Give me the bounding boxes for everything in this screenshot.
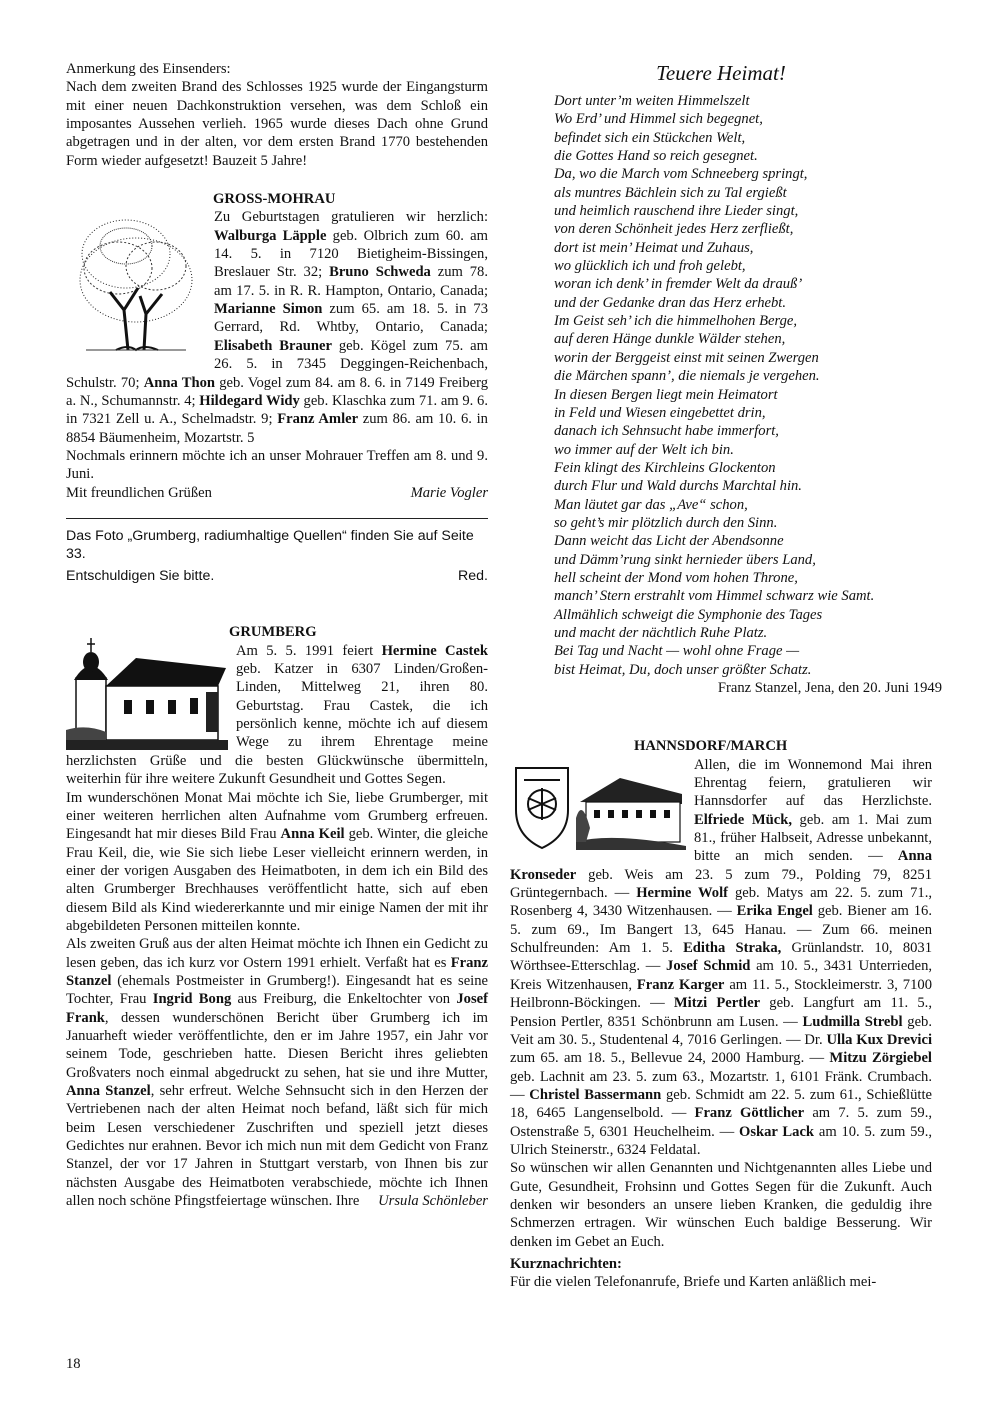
poem-line: Im Geist seh’ ich die himmelhohen Berge, — [554, 313, 798, 330]
poem-signature: Franz Stanzel, Jena, den 20. Juni 1949 — [717, 680, 942, 696]
left-column — [66, 60, 488, 1210]
poem-line: Wo Erd’ und Himmel sich begegnet, — [554, 111, 763, 128]
hannsdorf-subheading: Kurznachrichten: — [510, 1255, 622, 1272]
poem-line: und Dämm’rung sinkt hernieder übers Land, — [554, 551, 816, 568]
photo-notice — [66, 527, 488, 586]
poem-line: Da, wo die March vom Schneeberg springt, — [554, 166, 808, 183]
poem-section — [510, 60, 942, 697]
section-divider — [66, 518, 488, 519]
poem-line: in Feld und Wiesen eingebettet drin, — [554, 404, 766, 421]
hannsdorf-illustration — [510, 758, 686, 854]
gross-mohrau-signature: Marie Vogler — [410, 484, 488, 501]
grumberg-section — [66, 623, 488, 1210]
poem-line: von deren Schönheit jedes Herz zerfließt, — [554, 221, 794, 238]
gross-mohrau-text: Zu Geburtstagen gratulieren wir herzlich: Walburga Läpple geb. Olbrich zum 60. am 14. 5. in 7120 Bietigheim-Bissingen, Breslauer Str. 32; Bruno Schweda zum 78. am 17. 5. in R. R. Hampton, Ontario, Canada; Marianne Simon zum 65. am 18. 5. in 73 Gerrard, Rd. Whtby, Ontario, Canada; Elisabeth Brauner geb. Kögel zum 75. am 26. 5. in 7345 Deggingen-Reichenbach, Schulstr. 70; Anna Thon geb. Vogel zum 84. am 8. 6. in 7149 Freiberg a. N., Schumannstr. 4; Hildegard Widy geb. Klaschka zum 71. am 9. 6. in 7321 Zell u. A., Schelmadstr. 9; Franz Amler zum 86. am 10. 6. in 8854 Bäumenheim, Mozartstr. 5 — [66, 209, 489, 446]
photo-notice-sign: Red. — [458, 567, 488, 584]
poem-line: als muntres Bächlein sich zu Tal ergießt — [554, 184, 787, 201]
poem-line: Dann weicht das Licht der Abendsonne — [554, 533, 784, 550]
grumberg-p2: Im wunderschönen Monat Mai möchte ich Sie, liebe Grumberger, mit einer weiteren herrlichen alten Aufnahme vom Grumberg erfreuen. Eingesandt hat mir dieses Bild Frau Anna Keil geb. Winter, die gleiche Frau Keil, die, wie Sie sich liebe Leser vielleicht erinnern werden, in einer der vorigen Ausgaben des Heimatboten, in dem ich ein Bild des alten Grumberger Brechhauses veröffentlicht hatte, sich auf eben diesem Bild als Kind wiedererkannte und mir einige Namen der mit ihr abgebildeten Personen mitteilen konnte. — [66, 789, 489, 934]
right-column — [510, 60, 942, 1292]
poem-line: bist Heimat, Du, doch unser größter Schatz. — [554, 661, 812, 678]
note-title: Anmerkung des Einsenders: — [66, 61, 231, 77]
photo-notice-text: Das Foto „Grumberg, radiumhaltige Quellen“ finden Sie auf Seite 33. — [66, 527, 474, 563]
poem-lines — [510, 92, 932, 679]
poem-title: Teuere Heimat! — [656, 61, 786, 85]
gross-mohrau-sign-row — [66, 484, 488, 502]
poem-line: so geht’s mir plötzlich durch den Sinn. — [554, 514, 778, 531]
hannsdorf-heading: HANNSDORF/MARCH — [634, 738, 788, 755]
hannsdorf-p1: Allen, die im Wonnemond Mai ihren Ehrentag feiern, gratulieren wir Hannsdorfer auf das Herzlichste. Elfriede Mück, geb. am 1. Mai zum 81., früher Halbseit, Adresse unbekannt, bitte an mich senden. — Anna Kronseder geb. Weis am 23. 5 zum 79., Polding 79, 8251 Grüntegernbach. — Hermine Wolf geb. Matys am 22. 5. zum 71., Rosenberg 4, 3430 Witzenhausen. — Erika Engel geb. Biener am 16. 5. zum 69., Im Bangert 13, 645 Hanau. — Zum 66. meinen Schulfreunden: Am 1. 5. Editha Straka, Grünlandstr. 10, 8031 Wörthsee-Etterschlag. — Josef Schmid am 10. 5., 3431 Unterrieden, Kreis Witzenhausen, Franz Karger am 11. 5., Stockleimerstr. 3, 7100 Heilbronn-Böckingen. — Mitzi Pertler geb. Langfurt am 11. 5., Pension Pertler, 8351 Schönbrunn am Lusen. — Ludmilla Strebl geb. Veit am 30. 5., Studentenal 4, 7016 Gerlingen. — Dr. Ulla Kux Drevici zum 65. am 18. 5., Bellevue 24, 2000 Hamburg. — Mitzu Zörgiebel geb. Lachnit am 23. 5. zum 63., Mozartstr. 1, 6101 Fränk. Crumbach. — Christel Bassermann geb. Schmidt am 22. 5. zum 61., Schießlütte 18, 6465 Langenselbold. — Franz Göttlicher am 7. 5. zum 59., Ostenstraße 5, 6301 Heuchelheim. — Oskar Lack am 10. 5. zum 59., Ulrich Steinerstr., 6324 Feldatal. — [510, 756, 933, 1158]
poem-line: hell scheint der Mond vom hohen Throne, — [554, 569, 798, 586]
poem-line: dort ist mein’ Heimat und Zuhaus, — [554, 239, 754, 256]
hannsdorf-p3: Für die vielen Telefonanrufe, Briefe und Karten anläßlich mei- — [510, 1274, 877, 1291]
photo-notice-apology: Entschuldigen Sie bitte. — [66, 567, 215, 584]
poem-line: und der Gedanke dran das Herz erhebt. — [554, 294, 786, 311]
poem-line: durch Flur und Wald durchs Marchtal hin. — [554, 478, 802, 495]
poem-line: befindet sich ein Stückchen Welt, — [554, 129, 746, 146]
grumberg-p3: Als zweiten Gruß aus der alten Heimat möchte ich Ihnen ein Gedicht zu lesen geben, das ich kurz vor Ostern 1991 erhielt. Verfaßt hat es Franz Stanzel (ehemals Postmeister in Grumberg!). Eingesandt hat es seine Tochter, Frau Ingrid Bong aus Freiburg, die Enkeltochter von Josef Frank, dessen wunderschönen Bericht über Grumberg ich im Januarheft wieder veröffentlichte, den er im Jahre 1957, ein Jahr vor seinem Tode, geschrieben hatte. Diesen Bericht ihres geliebten Großvaters noch einmal abgedruckt zu sehen, hat sie und ihre Mutter, Anna Stanzel, sehr erfreut. Welche Sehnsucht sich in den Herzen der Vertriebenen nach der alten Heimat noch befand, läßt sich für mich beim Lesen verschiedener Zuschriften und speziell jetzt dieses Gedichtes nur erahnen. Bevor ich mich nun mit dem Gedicht von Franz Stanzel, der vor 17 Jahren in Stuttgart verstarb, von Ihnen bis zur nächsten Ausgabe des Heimatboten verabschiede, möchte ich Ihnen allen noch schöne Pfingstfeiertage wünschen. Ihre — [66, 936, 488, 1210]
poem-line: manch’ Stern erstrahlt vom Himmel schwarz wie Samt. — [554, 588, 875, 605]
grumberg-p1: Am 5. 5. 1991 feiert Hermine Castek geb. Katzer in 6307 Linden/Großen-Linden, Mittelweg 21, ihren 80. Geburtstag. Frau Castek, die ich persönlich kenne, möchte ich auf diesem Wege zu ihrem Ehrentage meine herzlichsten Grüße und die besten Glückwünsche übermitteln, weiterhin für ihre weitere Zukunft Gesundheit und Gottes Segen. — [66, 642, 489, 788]
poem-line: Fein klingt des Kirchleins Glockenton — [554, 459, 776, 476]
poem-line: Man läutet gar das „Ave“ schon, — [554, 496, 748, 513]
poem-line: Bei Tag und Nacht — wohl ohne Frage — — [554, 643, 800, 660]
photo-notice-sign-row — [66, 567, 488, 586]
poem-line: und heimlich rauschend ihre Lieder singt, — [554, 203, 799, 220]
poem-line: woran ich denk’ in fremder Welt da drauß’ — [554, 276, 803, 293]
gross-mohrau-closing: Nochmals erinnern möchte ich an unser Mohrauer Treffen am 8. und 9. Juni. — [66, 447, 488, 483]
gross-mohrau-heading: GROSS-MOHRAU — [213, 191, 336, 208]
poem-line: wo immer auf der Welt ich bin. — [554, 441, 734, 458]
tree-illustration — [66, 210, 206, 356]
poem-line: die Gottes Hand so reich gesegnet. — [554, 148, 758, 165]
poem-line: und macht der nächtlich Ruhe Platz. — [554, 624, 768, 641]
poem-line: die Märchen spann’, die niemals je vergehen. — [554, 368, 820, 385]
poem-line: In diesen Bergen liegt mein Heimatort — [554, 386, 778, 403]
poem-line: worin der Berggeist einst mit seinen Zwergen — [554, 349, 819, 366]
poem-line: Allmählich schweigt die Symphonie des Tages — [554, 606, 823, 623]
poem-line: wo glücklich ich und froh gelebt, — [554, 258, 746, 275]
poem-line: auf deren Hänge dunkle Wälder stehen, — [554, 331, 786, 348]
note-text: Nach dem zweiten Brand des Schlosses 1925 wurde der Eingangsturm mit einer neuen Dachkonstruktion versehen, was dem Schloß ein imposantes Aussehen verlieh. 1965 wurde dieses Dach ohne Grund abgetragen und in der alten, vor dem ersten Brand 1770 bestehenden Form wieder aufgesetzt! Bauzeit 5 Jahre! — [66, 79, 488, 169]
hannsdorf-section — [510, 737, 932, 1291]
grumberg-heading: GRUMBERG — [229, 624, 317, 641]
gross-mohrau-greeting: Mit freundlichen Grüßen — [66, 484, 212, 501]
poem-line: Dort unter’m weiten Himmelszelt — [554, 93, 750, 109]
gross-mohrau-section — [66, 190, 488, 502]
hannsdorf-p2: So wünschen wir allen Genannten und Nichtgenannten alles Liebe und Gute, Gesundheit, Frohsinn und Gottes Segen für die Zukunft. Auch denken wir besonders an unsere lieben Kranken, die geduldig ihre Schmerzen ertragen. Wir wünschen Euch baldige Besserung. Wir denken im Gebet an Euch. — [510, 1160, 932, 1250]
page-number: 18 — [66, 1356, 81, 1372]
grumberg-signature: Ursula Schönleber — [378, 1193, 488, 1210]
church-illustration — [66, 628, 228, 750]
poem-line: danach ich Sehnsucht habe immerfort, — [554, 423, 779, 440]
